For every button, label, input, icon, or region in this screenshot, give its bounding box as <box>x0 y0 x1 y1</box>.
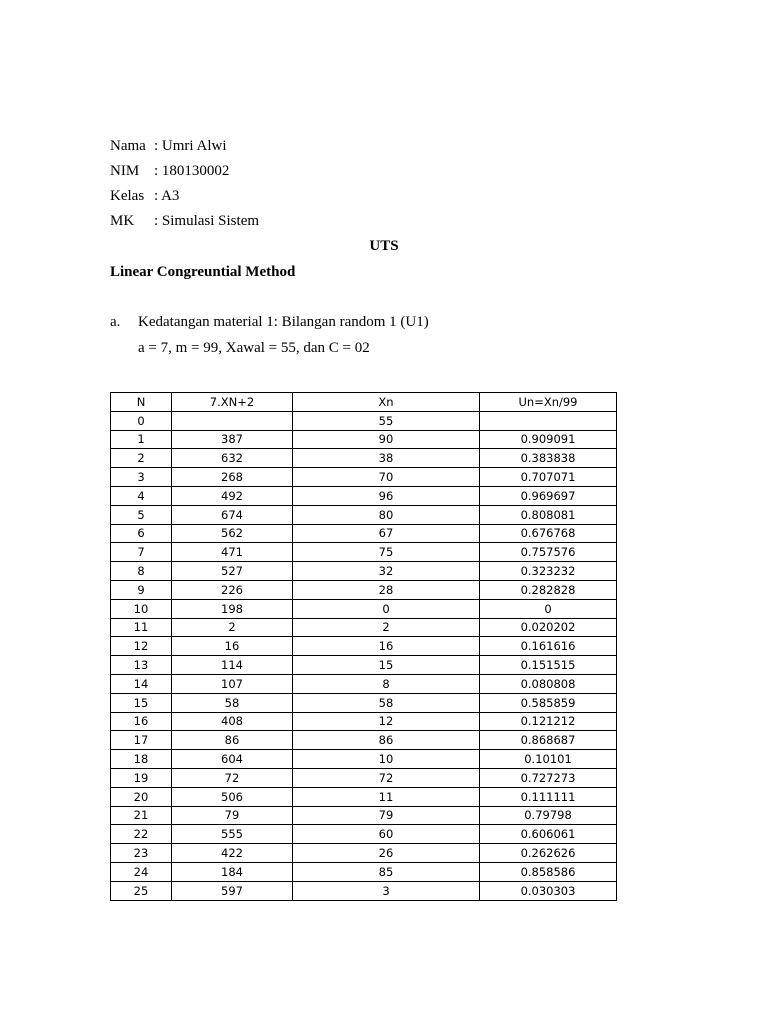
info-row-kelas <box>110 187 179 205</box>
table-row <box>111 580 617 599</box>
table-row <box>111 468 617 487</box>
cell-un: 0.868687 <box>480 731 617 750</box>
cell-xn: 90 <box>293 430 480 449</box>
table-row <box>111 430 617 449</box>
table-row <box>111 449 617 468</box>
table-row <box>111 825 617 844</box>
cell-n: 18 <box>111 750 172 769</box>
table-row <box>111 806 617 825</box>
table-row <box>111 768 617 787</box>
cell-formula: 555 <box>172 825 293 844</box>
cell-n: 1 <box>111 430 172 449</box>
cell-formula: 422 <box>172 844 293 863</box>
cell-un: 0.757576 <box>480 543 617 562</box>
cell-xn: 3 <box>293 881 480 900</box>
cell-n: 17 <box>111 731 172 750</box>
cell-formula: 198 <box>172 599 293 618</box>
cell-xn: 38 <box>293 449 480 468</box>
cell-un: 0.707071 <box>480 468 617 487</box>
table-row <box>111 844 617 863</box>
cell-n: 2 <box>111 449 172 468</box>
cell-n: 13 <box>111 656 172 675</box>
cell-xn: 8 <box>293 674 480 693</box>
cell-xn: 11 <box>293 787 480 806</box>
cell-n: 25 <box>111 881 172 900</box>
table-row <box>111 599 617 618</box>
table-row <box>111 881 617 900</box>
cell-formula: 268 <box>172 468 293 487</box>
cell-un: 0.282828 <box>480 580 617 599</box>
cell-formula: 79 <box>172 806 293 825</box>
cell-xn: 28 <box>293 580 480 599</box>
cell-n: 14 <box>111 674 172 693</box>
info-row-nama <box>110 137 227 155</box>
cell-un: 0.79798 <box>480 806 617 825</box>
info-row-mk <box>110 212 259 230</box>
cell-xn: 96 <box>293 486 480 505</box>
cell-xn: 2 <box>293 618 480 637</box>
cell-un: 0.111111 <box>480 787 617 806</box>
table-row <box>111 486 617 505</box>
cell-un: 0.727273 <box>480 768 617 787</box>
cell-formula: 408 <box>172 712 293 731</box>
header-un: Un=Xn/99 <box>480 393 617 412</box>
cell-xn: 16 <box>293 637 480 656</box>
info-value: : Simulasi Sistem <box>154 213 260 229</box>
cell-formula: 86 <box>172 731 293 750</box>
cell-formula: 184 <box>172 862 293 881</box>
parameters-text: a = 7, m = 99, Xawal = 55, dan C = 02 <box>138 340 370 356</box>
cell-formula: 387 <box>172 430 293 449</box>
table-row <box>111 562 617 581</box>
cell-formula: 114 <box>172 656 293 675</box>
cell-n: 16 <box>111 712 172 731</box>
list-item-text: Kedatangan material 1: Bilangan random 1 (U1) <box>138 314 429 330</box>
cell-un: 0.383838 <box>480 449 617 468</box>
cell-formula: 226 <box>172 580 293 599</box>
cell-un: 0.858586 <box>480 862 617 881</box>
info-label: Nama <box>110 138 146 154</box>
table-row <box>111 505 617 524</box>
table-row <box>111 750 617 769</box>
cell-xn: 67 <box>293 524 480 543</box>
header-formula: 7.XN+2 <box>172 393 293 412</box>
cell-n: 23 <box>111 844 172 863</box>
cell-un: 0.969697 <box>480 486 617 505</box>
cell-xn: 70 <box>293 468 480 487</box>
table-row <box>111 862 617 881</box>
info-row-nim <box>110 162 229 180</box>
cell-formula: 632 <box>172 449 293 468</box>
cell-xn: 0 <box>293 599 480 618</box>
cell-n: 10 <box>111 599 172 618</box>
cell-xn: 26 <box>293 844 480 863</box>
cell-xn: 55 <box>293 411 480 430</box>
cell-un: 0.161616 <box>480 637 617 656</box>
cell-xn: 72 <box>293 768 480 787</box>
cell-n: 21 <box>111 806 172 825</box>
cell-n: 24 <box>111 862 172 881</box>
cell-n: 22 <box>111 825 172 844</box>
cell-xn: 15 <box>293 656 480 675</box>
cell-xn: 80 <box>293 505 480 524</box>
cell-n: 0 <box>111 411 172 430</box>
cell-n: 4 <box>111 486 172 505</box>
cell-n: 7 <box>111 543 172 562</box>
cell-formula <box>172 411 293 430</box>
info-value: : 180130002 <box>154 163 230 179</box>
section-heading: Linear Congreuntial Method <box>110 264 296 280</box>
cell-un: 0.606061 <box>480 825 617 844</box>
cell-xn: 10 <box>293 750 480 769</box>
cell-n: 20 <box>111 787 172 806</box>
cell-un: 0.121212 <box>480 712 617 731</box>
cell-un: 0.080808 <box>480 674 617 693</box>
table-row <box>111 618 617 637</box>
table-row <box>111 693 617 712</box>
table-row <box>111 787 617 806</box>
table-header-row <box>111 393 617 412</box>
cell-formula: 107 <box>172 674 293 693</box>
cell-xn: 85 <box>293 862 480 881</box>
cell-un: 0.808081 <box>480 505 617 524</box>
cell-formula: 674 <box>172 505 293 524</box>
cell-un: 0.030303 <box>480 881 617 900</box>
cell-un <box>480 411 617 430</box>
cell-formula: 58 <box>172 693 293 712</box>
page-title: UTS <box>369 238 399 254</box>
table-row <box>111 524 617 543</box>
info-value: : A3 <box>154 188 180 204</box>
cell-formula: 16 <box>172 637 293 656</box>
cell-un: 0 <box>480 599 617 618</box>
cell-n: 8 <box>111 562 172 581</box>
table-row <box>111 731 617 750</box>
cell-formula: 506 <box>172 787 293 806</box>
info-label: MK <box>110 213 135 229</box>
table-row <box>111 656 617 675</box>
cell-xn: 79 <box>293 806 480 825</box>
table-row <box>111 411 617 430</box>
cell-un: 0.585859 <box>480 693 617 712</box>
table-row <box>111 637 617 656</box>
cell-xn: 32 <box>293 562 480 581</box>
info-label: Kelas <box>110 188 145 204</box>
cell-n: 5 <box>111 505 172 524</box>
cell-formula: 562 <box>172 524 293 543</box>
info-value: : Umri Alwi <box>154 138 227 154</box>
lcg-table <box>110 392 617 901</box>
cell-n: 3 <box>111 468 172 487</box>
header-n: N <box>111 393 172 412</box>
cell-n: 19 <box>111 768 172 787</box>
cell-un: 0.10101 <box>480 750 617 769</box>
cell-formula: 471 <box>172 543 293 562</box>
cell-n: 12 <box>111 637 172 656</box>
cell-un: 0.020202 <box>480 618 617 637</box>
cell-formula: 597 <box>172 881 293 900</box>
table-row <box>111 674 617 693</box>
cell-formula: 72 <box>172 768 293 787</box>
header-xn: Xn <box>293 393 480 412</box>
cell-un: 0.262626 <box>480 844 617 863</box>
cell-xn: 75 <box>293 543 480 562</box>
cell-xn: 58 <box>293 693 480 712</box>
cell-n: 11 <box>111 618 172 637</box>
cell-n: 6 <box>111 524 172 543</box>
table-body <box>111 411 617 900</box>
cell-formula: 492 <box>172 486 293 505</box>
cell-un: 0.909091 <box>480 430 617 449</box>
list-marker: a. <box>110 314 121 330</box>
table-row <box>111 712 617 731</box>
cell-un: 0.151515 <box>480 656 617 675</box>
table-row <box>111 543 617 562</box>
cell-un: 0.676768 <box>480 524 617 543</box>
cell-formula: 2 <box>172 618 293 637</box>
cell-n: 9 <box>111 580 172 599</box>
cell-n: 15 <box>111 693 172 712</box>
cell-xn: 86 <box>293 731 480 750</box>
cell-un: 0.323232 <box>480 562 617 581</box>
info-label: NIM <box>110 163 140 179</box>
cell-formula: 527 <box>172 562 293 581</box>
cell-xn: 60 <box>293 825 480 844</box>
cell-formula: 604 <box>172 750 293 769</box>
cell-xn: 12 <box>293 712 480 731</box>
